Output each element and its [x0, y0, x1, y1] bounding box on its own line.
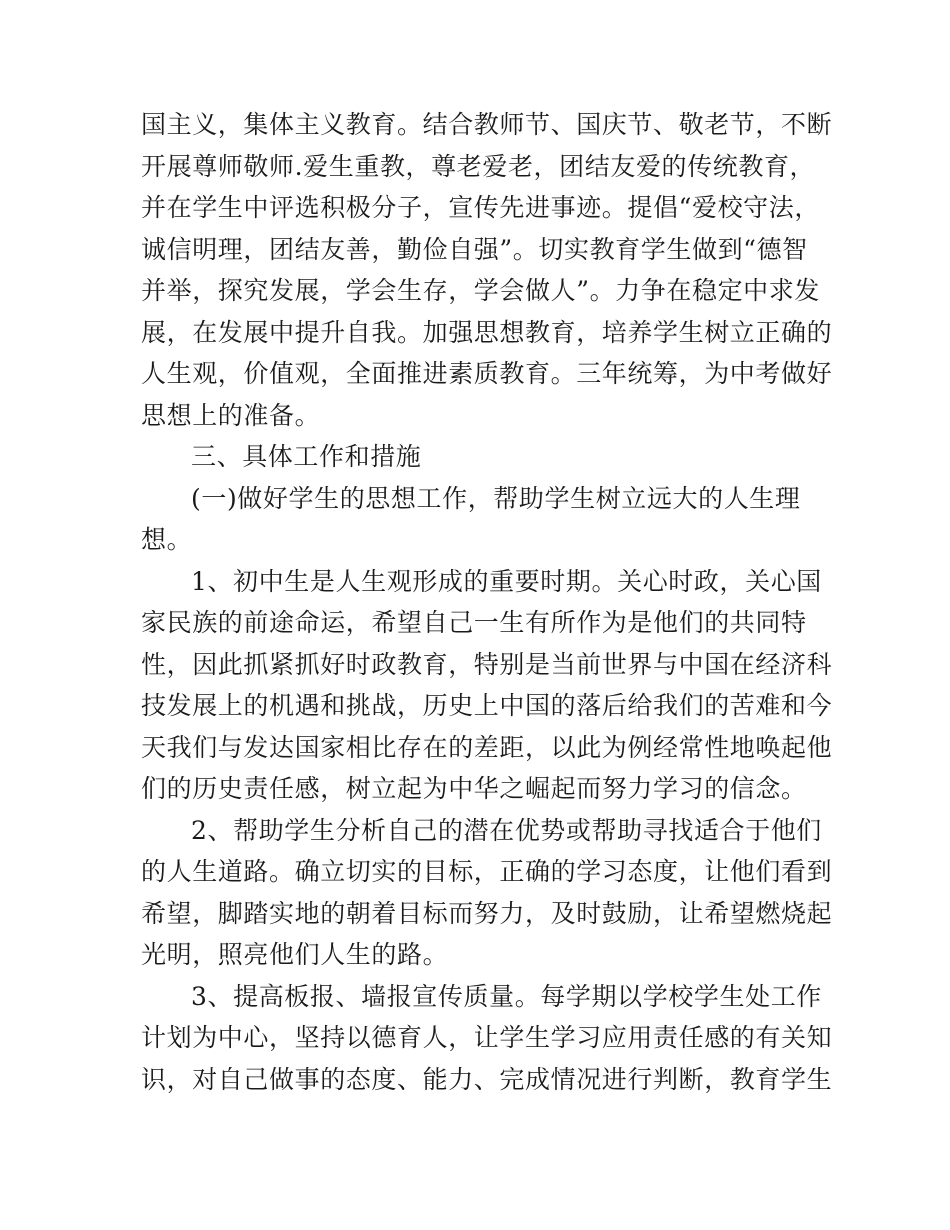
section-heading: 三、具体工作和措施	[191, 442, 422, 471]
text-line: 计划为中心，坚持以德育人，让学生学习应用责任感的有关知	[141, 1023, 833, 1052]
text-line: 并举，探究发展，学会生存，学会做人”。力争在稳定中求发	[141, 276, 820, 305]
document-body	[141, 104, 833, 1100]
text-line: 想。	[141, 525, 193, 554]
subsection-heading: (一)做好学生的思想工作，帮助学生树立远大的人生理	[191, 483, 801, 513]
text-line: 家民族的前途命运，希望自己一生有所作为是他们的共同特	[141, 608, 807, 637]
text-line: 并在学生中评选积极分子，宣传先进事迹。提倡“爱校守法，	[141, 193, 820, 222]
text-line: 展，在发展中提升自我。加强思想教育，培养学生树立正确的	[141, 317, 833, 347]
text-line: 开展尊师敬师.爱生重教，尊老爱老，团结友爱的传统教育，	[141, 151, 816, 181]
text-line: 光明，照亮他们人生的路。	[141, 940, 449, 969]
text-line: 诚信明理，团结友善，勤俭自强”。切实教育学生做到“德智	[141, 234, 808, 264]
paragraph-start: 1、初中生是人生观形成的重要时期。关心时政，关心国	[191, 566, 822, 596]
text-line: 希望，脚踏实地的朝着目标而努力，及时鼓励，让希望燃烧起	[141, 898, 833, 928]
text-line: 国主义，集体主义教育。结合教师节、国庆节、敬老节，不断	[141, 110, 833, 139]
paragraph-start: 2、帮助学生分析自己的潜在优势或帮助寻找适合于他们	[191, 815, 822, 845]
text-line: 人生观，价值观，全面推进素质教育。三年统筹，为中考做好	[141, 359, 833, 388]
text-line: 识，对自己做事的态度、能力、完成情况进行判断，教育学生	[141, 1064, 833, 1094]
text-line: 性，因此抓紧抓好时政教育，特别是当前世界与中国在经济科	[141, 649, 833, 679]
text-line: 的人生道路。确立切实的目标，正确的学习态度，让他们看到	[141, 857, 833, 886]
paragraph-start: 3、提高板报、墙报宣传质量。每学期以学校学生处工作	[191, 981, 822, 1011]
text-line: 思想上的准备。	[141, 400, 321, 430]
text-line: 们的历史责任感，树立起为中华之崛起而努力学习的信念。	[141, 774, 807, 803]
text-line: 天我们与发达国家相比存在的差距，以此为例经常性地唤起他	[141, 732, 833, 762]
text-line: 技发展上的机遇和挑战，历史上中国的落后给我们的苦难和今	[141, 691, 833, 720]
